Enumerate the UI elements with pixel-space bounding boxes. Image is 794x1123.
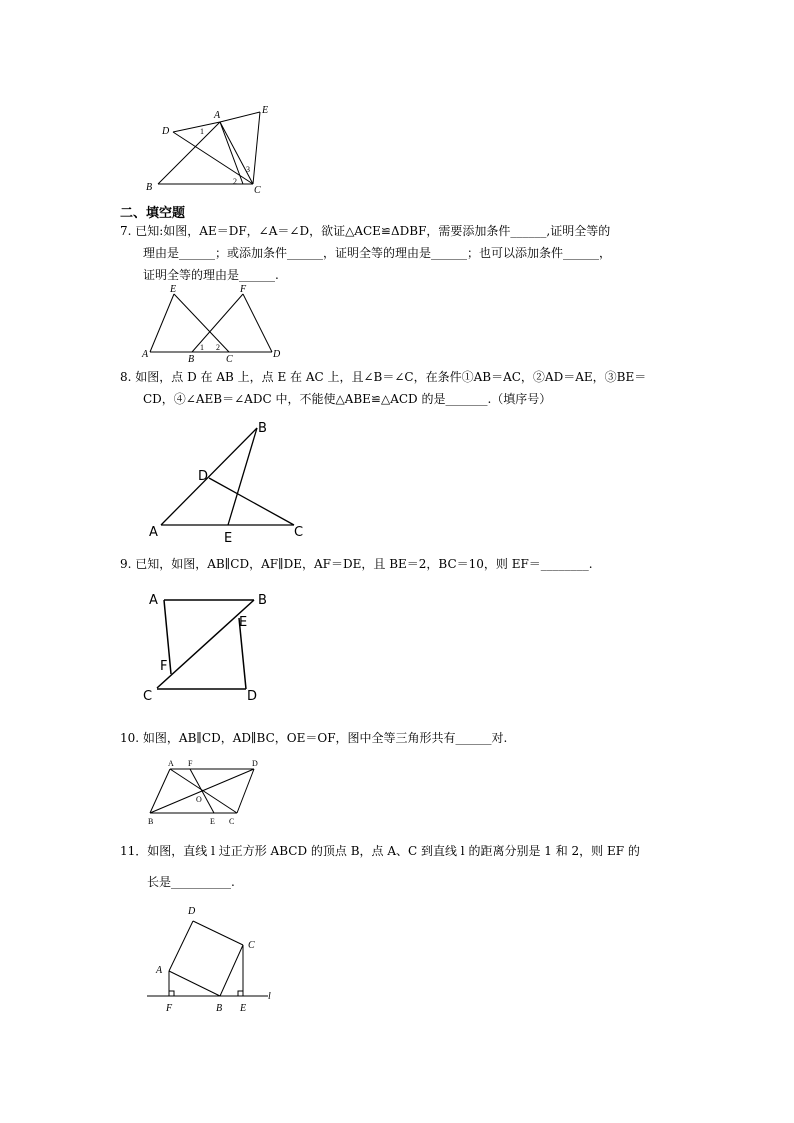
label-D: D [188, 906, 196, 917]
label-E: E [224, 531, 233, 546]
label-E: E [170, 284, 177, 295]
label-A: A [149, 525, 158, 540]
label-C: C [248, 940, 255, 951]
figure-q11 [140, 900, 290, 1018]
figure-q9 [140, 588, 280, 710]
label-D: D [198, 469, 209, 484]
q11-line-2: 长是__________. [147, 875, 235, 889]
label-B: B [148, 817, 154, 826]
q9-line-1: 9. 已知，如图，AB∥CD，AF∥DE，AF＝DE，且 BE＝2，BC＝10，则 EF＝________. [120, 557, 593, 571]
label-E: E [210, 817, 215, 826]
q7-line-3: 证明全等的理由是______. [143, 268, 279, 282]
label-A: A [142, 349, 149, 360]
angle-label-2: 2 [216, 343, 220, 352]
label-B: B [146, 182, 153, 193]
label-C: C [229, 817, 235, 826]
label-A: A [214, 110, 221, 121]
label-O: O [196, 795, 202, 804]
label-D: D [273, 349, 281, 360]
angle-label-1: 1 [200, 127, 204, 136]
figure-q8 [140, 418, 310, 546]
label-B: B [216, 1003, 223, 1014]
label-B: B [258, 593, 267, 608]
angle-label-2: 2 [233, 177, 237, 186]
figure-previous-problem [140, 100, 280, 196]
q7-line-2: 理由是______；或添加条件______，证明全等的理由是______；也可以添加条件______， [143, 246, 612, 260]
label-B: B [188, 354, 195, 362]
label-F: F [188, 759, 193, 768]
angle-label-3: 3 [246, 165, 250, 174]
label-B: B [258, 421, 267, 436]
q10-line-1: 10. 如图，AB∥CD，AD∥BC，OE＝OF，图中全等三角形共有______对. [120, 731, 508, 745]
section-title: 二、填空题 [120, 206, 186, 221]
label-A: A [156, 965, 163, 976]
label-C: C [143, 689, 153, 704]
label-C: C [254, 185, 261, 196]
label-F: F [160, 659, 168, 674]
label-E: E [239, 615, 248, 630]
label-C: C [226, 354, 233, 362]
q7-line-1: 7. 已知:如图，AE＝DF，∠A＝∠D，欲证△ACE≌ΔDBF，需要添加条件______,证明全等的 [120, 224, 611, 238]
label-E: E [240, 1003, 247, 1014]
angle-label-1: 1 [200, 343, 204, 352]
q11-line-1: 11．如图，直线 l 过正方形 ABCD 的顶点 B，点 A、C 到直线 l 的距离分别是 1 和 2，则 EF 的 [120, 844, 640, 858]
label-C: C [294, 525, 304, 540]
label-D: D [247, 689, 258, 704]
label-l: l [268, 991, 271, 1002]
label-D: D [252, 759, 258, 768]
label-E: E [262, 105, 269, 116]
label-A: A [149, 593, 158, 608]
label-A: A [168, 759, 174, 768]
label-F: F [240, 284, 247, 295]
figure-q7 [140, 282, 290, 362]
label-D: D [162, 126, 170, 137]
q8-line-1: 8. 如图，点 D 在 AB 上，点 E 在 AC 上，且∠B＝∠C，在条件①AB＝AC，②AD＝AE，③BE＝ [120, 370, 647, 384]
figure-q10 [140, 756, 270, 832]
q8-line-2: CD，④∠AEB＝∠ADC 中，不能使△ABE≌△ACD 的是_______.（填序号） [143, 392, 552, 406]
label-F: F [166, 1003, 173, 1014]
